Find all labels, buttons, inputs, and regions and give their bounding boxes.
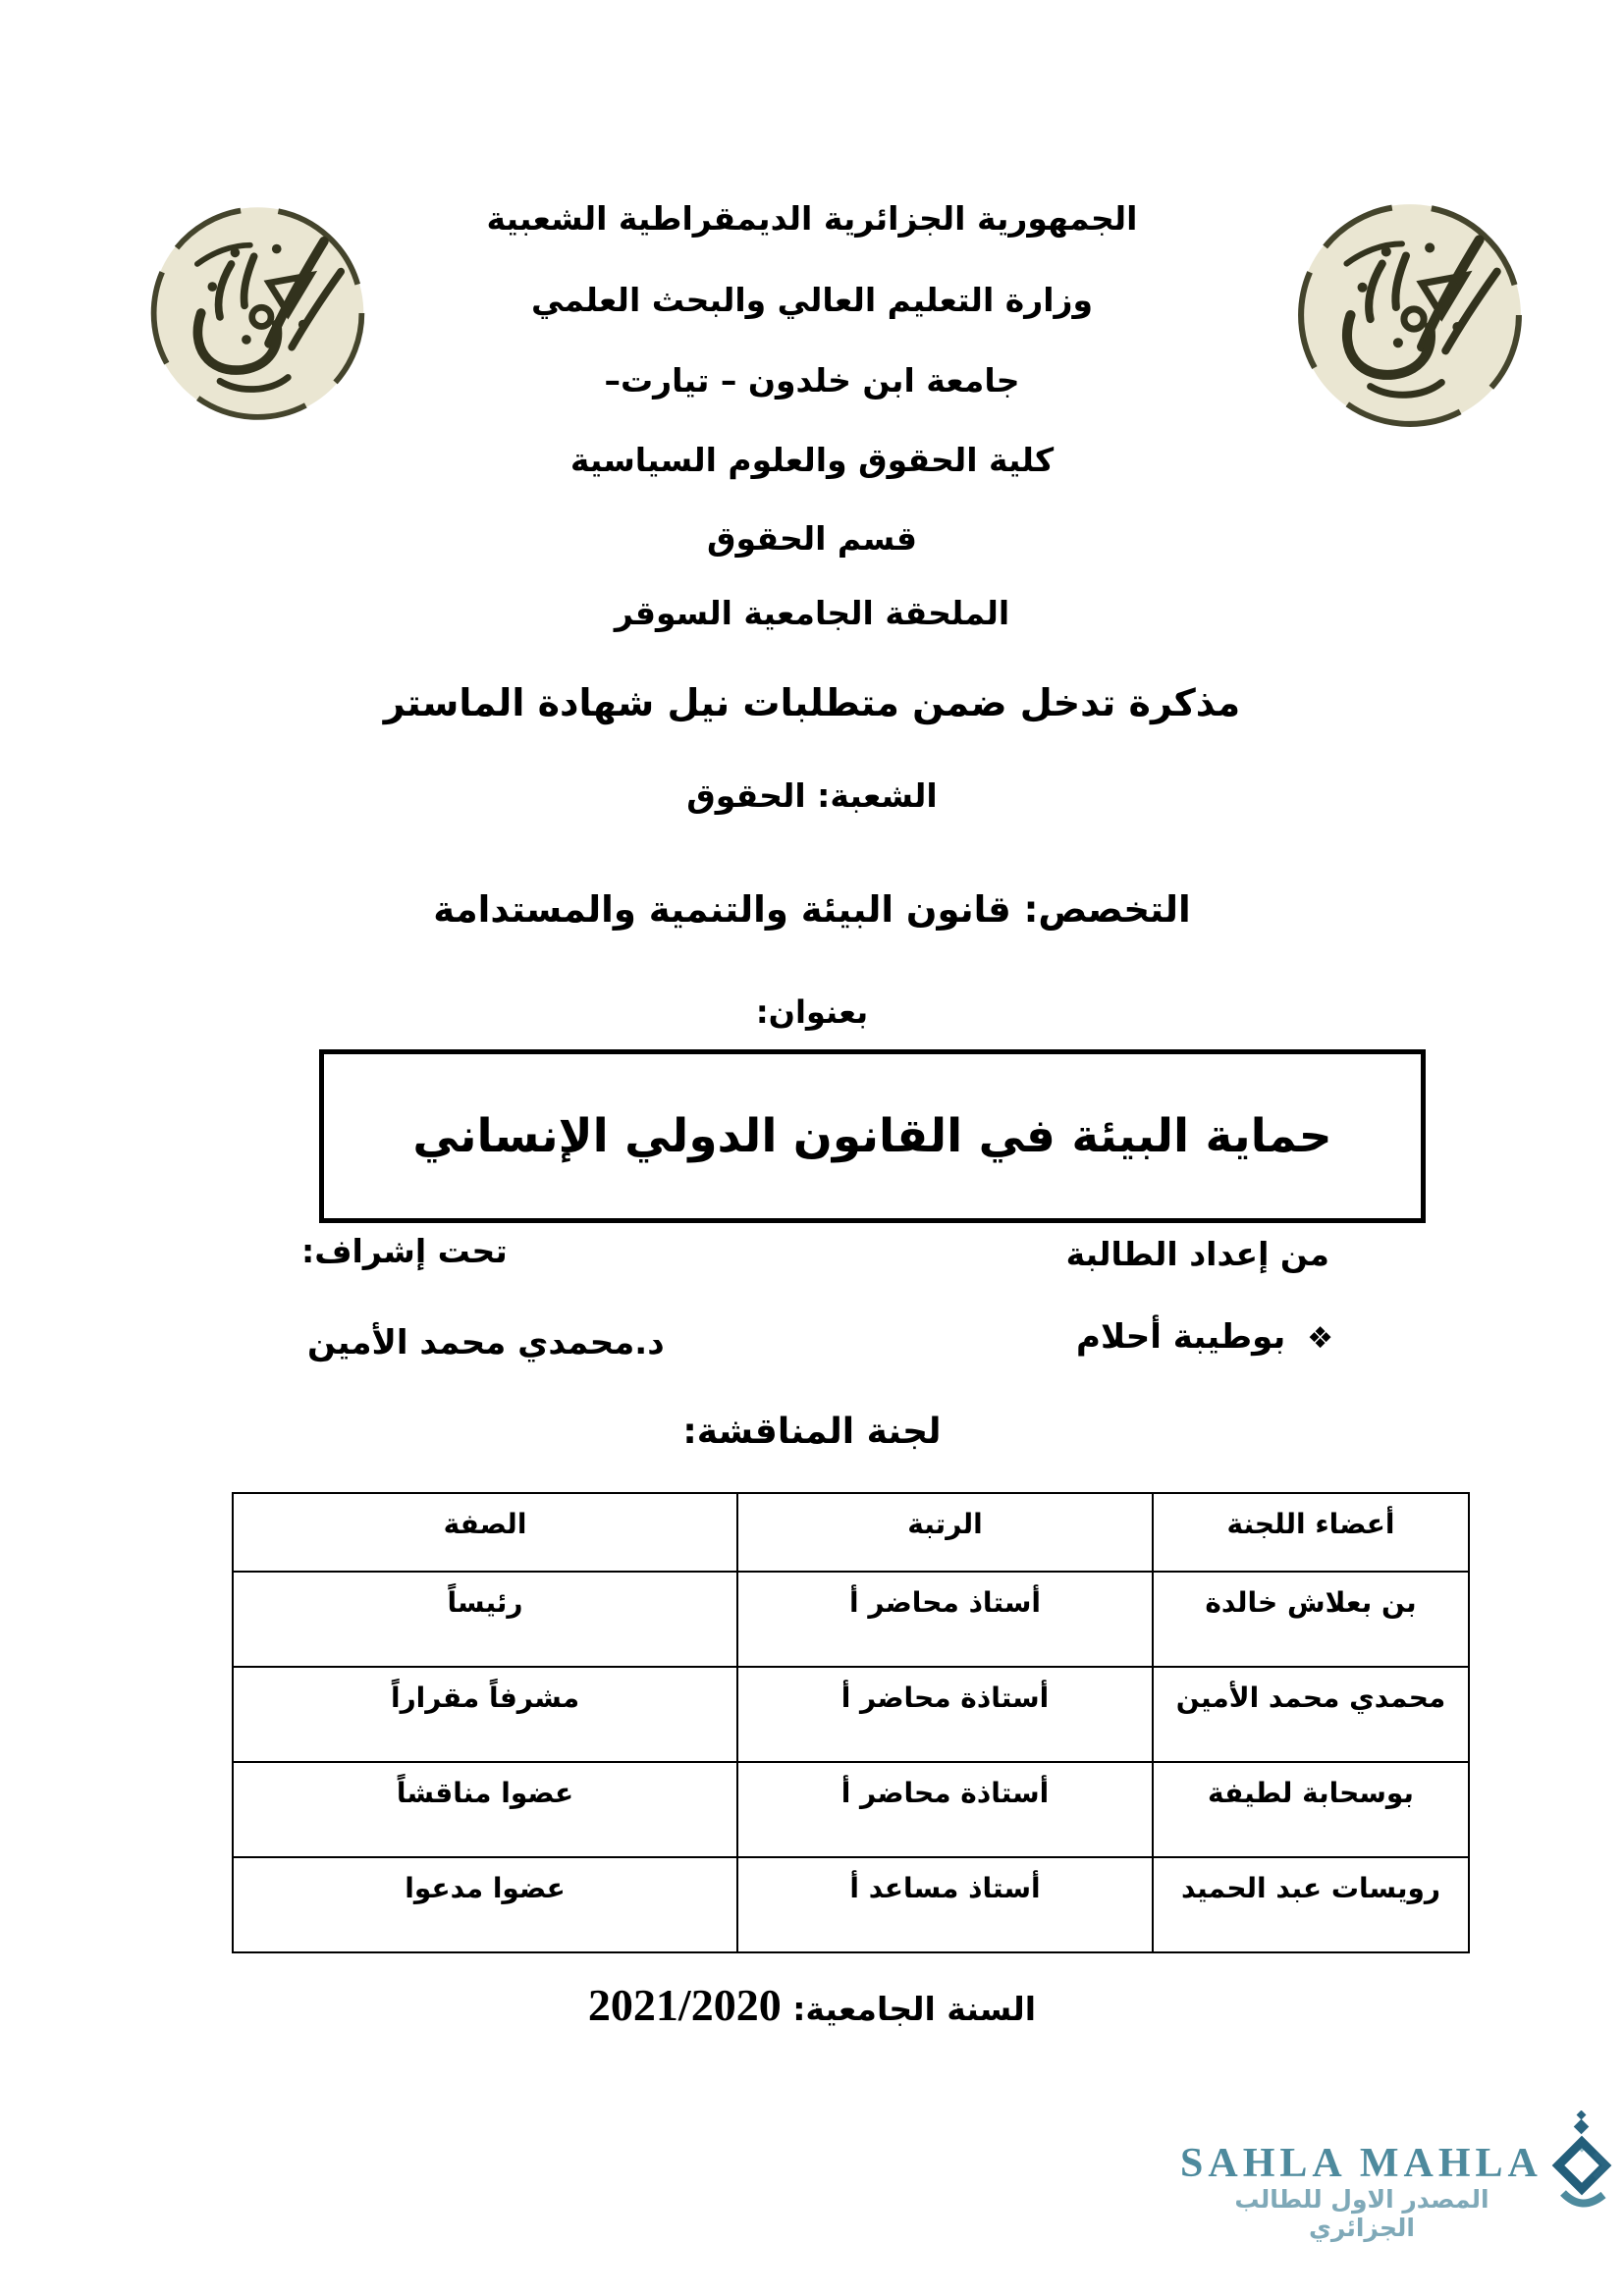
member-role: مشرفاً مقراراً bbox=[233, 1667, 737, 1762]
table-row bbox=[233, 1857, 1469, 1952]
table-row bbox=[233, 1667, 1469, 1762]
member-name: رويسات عبد الحميد bbox=[1153, 1857, 1469, 1952]
thesis-title-box bbox=[319, 1049, 1426, 1223]
column-header-role: الصفة bbox=[233, 1493, 737, 1572]
member-name: بوسحابة لطيفة bbox=[1153, 1762, 1469, 1857]
university-line: جامعة ابن خلدون – تيارت– bbox=[604, 361, 1020, 400]
member-rank: أستاذ مساعد أ bbox=[737, 1857, 1153, 1952]
member-role: عضوا مناقشاً bbox=[233, 1762, 737, 1857]
supervision-label: تحت إشراف: bbox=[301, 1232, 508, 1270]
diamond-bullet-icon: ❖ bbox=[1307, 1321, 1333, 1356]
sahla-mahla-logo-icon bbox=[1547, 2110, 1616, 2223]
watermark-brand: SAHLA MAHLA bbox=[1180, 2141, 1543, 2186]
member-rank: أستاذة محاضر أ bbox=[737, 1667, 1153, 1762]
table-row bbox=[233, 1762, 1469, 1857]
member-name: محمدي محمد الأمين bbox=[1153, 1667, 1469, 1762]
republic-line: الجمهورية الجزائرية الديمقراطية الشعبية bbox=[486, 199, 1138, 238]
branch-line: الشعبة: الحقوق bbox=[686, 776, 938, 815]
committee-table bbox=[232, 1492, 1470, 1953]
academic-year-label: السنة الجامعية: bbox=[792, 1990, 1037, 2028]
student-name-row bbox=[1076, 1317, 1333, 1357]
academic-year-line bbox=[0, 1979, 1624, 2031]
prepared-by-label: من إعداد الطالبة bbox=[1065, 1235, 1329, 1273]
academic-year-value: 2021/2020 bbox=[587, 1980, 782, 2030]
member-rank: أستاذ محاضر أ bbox=[737, 1572, 1153, 1667]
supervisor-name: د.محمدي محمد الأمين bbox=[307, 1323, 665, 1362]
member-rank: أستاذة محاضر أ bbox=[737, 1762, 1153, 1857]
ministry-line: وزارة التعليم العالي والبحث العلمي bbox=[530, 281, 1094, 319]
member-role: عضوا مدعوا bbox=[233, 1857, 737, 1952]
entitled-label: بعنوان: bbox=[755, 993, 869, 1031]
column-header-rank: الرتبة bbox=[737, 1493, 1153, 1572]
memo-requirement-line: مذكرة تدخل ضمن متطلبات نيل شهادة الماستر bbox=[383, 681, 1241, 724]
member-role: رئيساً bbox=[233, 1572, 737, 1667]
member-name: بن بعلاش خالدة bbox=[1153, 1572, 1469, 1667]
watermark-tagline: المصدر الاول للطالب الجزائري bbox=[1234, 2185, 1489, 2242]
column-header-members: أعضاء اللجنة bbox=[1153, 1493, 1469, 1572]
student-name: بوطيبة أحلام bbox=[1076, 1317, 1286, 1357]
faculty-line: كلية الحقوق والعلوم السياسية bbox=[569, 441, 1055, 479]
table-header-row bbox=[233, 1493, 1469, 1572]
department-line: قسم الحقوق bbox=[707, 519, 917, 558]
annex-line: الملحقة الجامعية السوقر bbox=[614, 594, 1010, 632]
thesis-title: حماية البيئة في القانون الدولي الإنساني bbox=[412, 1109, 1332, 1163]
table-row bbox=[233, 1572, 1469, 1667]
committee-section-label: لجنة المناقشة: bbox=[682, 1412, 942, 1452]
specialty-line: التخصص: قانون البيئة والتنمية والمستدامة bbox=[433, 888, 1191, 931]
